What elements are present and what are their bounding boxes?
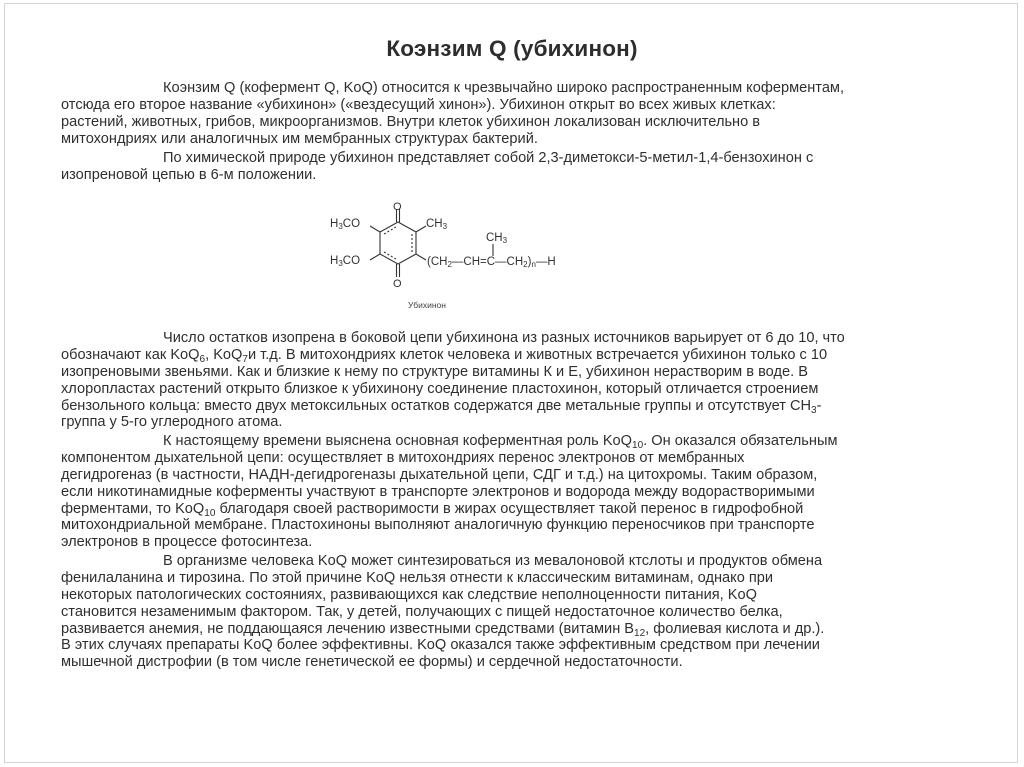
methoxy-group-bottom: $H_3CO$ xyxy=(330,255,361,268)
text-line: митохондриях или аналогичных им мембранных структурах бактерий. xyxy=(61,130,538,147)
text-line: развивается анемия, не поддающаяся лечению известными средствами (витамин $B_{12}$, фолиевая кислота и др.). xyxy=(61,620,825,639)
svg-text:O: O xyxy=(393,201,402,213)
paragraph-synthesis xyxy=(61,553,971,671)
text-line: отсюда его второе название «убихинон» («вездесущий хинон»). Убихинон открыт во всех живых клетках: xyxy=(61,96,776,113)
text-line: бензольного кольца: вместо двух метоксильных остатков содержатся две метальные группы и отсутствует $CH_3-$ xyxy=(61,397,822,416)
text-line: В организме человека KoQ может синтезироваться из мевалоновой ктслоты и продуктов обмена xyxy=(163,553,823,569)
text-line: обозначают как KoQ$_6$, KoQ$_7$и т.д. В митохондриях клеток человека и животных встречается убихинон только с 10 xyxy=(61,346,828,365)
text-line: растений, животных, грибов, микроорганизмов. Внутри клеток убихинон локализован исключительно в xyxy=(61,113,761,130)
text-line: становится незаменимым фактором. Так, у детей, получающих с пищей недостаточное количество белка, xyxy=(61,603,783,620)
methoxy-group-top: $H_3CO$ xyxy=(330,218,361,231)
text-line: группа у 5-го углеродного атома. xyxy=(61,414,283,431)
ubiquinone-structure xyxy=(328,200,568,320)
text-line: По химической природе убихинон представляет собой 2,3-диметокси-5-метил-1,4-бензохинон с xyxy=(163,150,814,166)
text-line: фенилаланина и тирозина. По этой причине KoQ нельзя отнести к классическим витаминам, однако при xyxy=(61,569,774,586)
paragraph-role xyxy=(61,433,971,551)
svg-text:O: O xyxy=(393,278,402,290)
formula-caption: Убихинон xyxy=(408,300,446,310)
paragraph-isoprene xyxy=(61,330,971,431)
text-line: К настоящему времени выяснена основная коферментная роль KoQ$_{10}$. Он оказался обязательным xyxy=(163,433,838,451)
text-line: изопреновыми звеньями. Как и близкие к нему по структуре витамины К и Е, убихинон нерастворим в воде. В xyxy=(61,363,808,380)
text-line: дегидрогеназ (в частности, НАДН-дегидрогеназы дыхательной цепи, СДГ и т.д.) на цитохромы. Таким образом, xyxy=(61,466,818,483)
chain-methyl-group: $CH_3$ xyxy=(486,232,508,245)
paragraph-chemistry xyxy=(61,150,971,184)
text-line: В этих случаях препараты KoQ более эффективны. KoQ оказался также эффективным средством при лечении xyxy=(61,637,820,654)
paragraph-intro xyxy=(61,80,971,148)
text-line: мышечной дистрофии (в том числе генетической ее формы) и сердечной недостаточности. xyxy=(61,654,683,671)
text-line: компонентом дыхательной цепи: осуществляет в митохондриях перенос электронов от мембранных xyxy=(61,449,745,466)
isoprene-chain: $(CH_2—CH=C—CH_2)_n—H$ xyxy=(427,256,556,269)
text-line: электронов в процессе фотосинтеза. xyxy=(61,534,313,551)
text-line: Число остатков изопрена в боковой цепи убихинона из разных источников варьирует от 6 до 10, что xyxy=(163,330,845,346)
text-line: некоторых патологических состояниях, развивающихся как следствие неполноценности питания, KoQ xyxy=(61,586,757,603)
text-line: митохондриальной мембране. Пластохиноны выполняют аналогичную функцию переносчиков при транспорте xyxy=(61,517,815,534)
text-line: изопреновой цепью в 6-м положении. xyxy=(61,166,317,183)
text-line: хлоропластах растений открыто близкое к убихинону соединение пластохинон, который отличается строением xyxy=(61,380,819,397)
text-line: Коэнзим Q (кофермент Q, KoQ) относится к чрезвычайно широко распространенным коферментам, xyxy=(163,80,845,96)
page-title: Коэнзим Q (убихинон) xyxy=(386,36,638,61)
text-line: если никотинамидные коферменты участвуют в транспорте электронов и водорода между водорастворимыми xyxy=(61,483,815,500)
text-line: ферментами, то KoQ$_{10}$ благодаря своей растворимости в жирах осуществляет такой перенос в гидрофобной xyxy=(61,500,804,519)
methyl-group: $CH_3$ xyxy=(426,218,448,231)
